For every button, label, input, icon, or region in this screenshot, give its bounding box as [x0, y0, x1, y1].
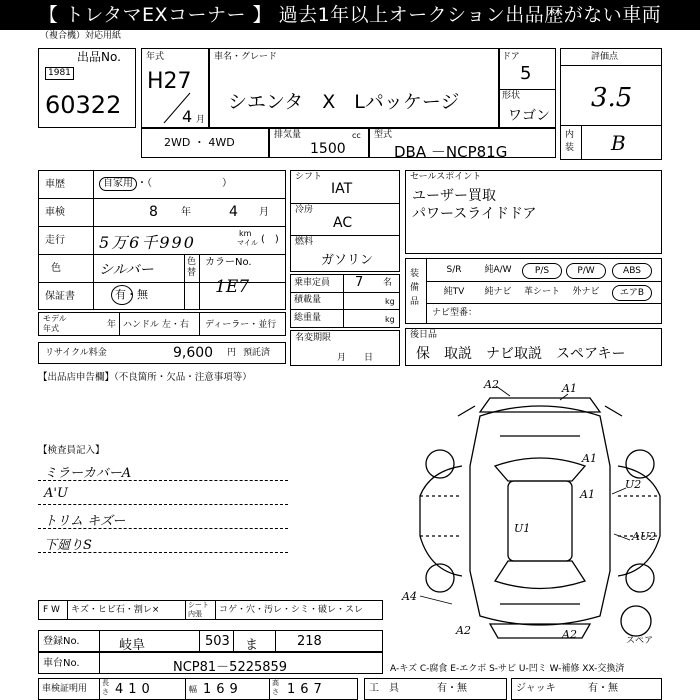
- color-code-label: カラーNo.: [205, 257, 252, 268]
- interior-value: B: [611, 131, 626, 155]
- warranty-selected-circle: [111, 285, 133, 305]
- shape-label: 形状: [502, 91, 521, 101]
- recycle-row: [38, 342, 286, 364]
- score-label: 評価点: [591, 52, 619, 62]
- capacity-label: 乗車定員: [294, 278, 331, 288]
- displacement-unit: cc: [352, 131, 361, 140]
- sales-point-2: パワースライドドア: [412, 206, 537, 222]
- drive-value: 2WD ・ 4WD: [164, 136, 235, 149]
- model-name: シエンタ X Lパッケージ: [228, 91, 460, 113]
- model-year-unit: 年: [107, 320, 117, 330]
- equipment-item: P/S: [522, 263, 562, 279]
- damage-mark: A4: [402, 590, 417, 603]
- legend-text: A-キズ C-腐食 E-エクボ S-サビ U-凹ミ W-補修 XX-交換済: [390, 664, 625, 674]
- height-label: 高さ: [272, 679, 279, 696]
- seller-notes-label: 【出品店申告欄】（不良箇所・欠品・注意事項等）: [38, 372, 252, 383]
- total-weight-label: 総重量: [294, 313, 322, 323]
- interior-label: 内装: [565, 130, 575, 153]
- capacity-value: 7: [355, 275, 364, 290]
- damage-mark: AU2: [632, 530, 657, 543]
- shift-label: シフト: [295, 172, 323, 182]
- name-change-label: 名変期限: [295, 333, 332, 343]
- inspector-note-2: A'U: [44, 486, 68, 501]
- type-code-label: 型式: [374, 130, 393, 140]
- year-value: 27: [163, 69, 192, 94]
- load-label: 積載量: [294, 295, 322, 305]
- sales-point-1: ユーザー買取: [412, 188, 496, 204]
- lot-label: 出品No.: [77, 50, 121, 64]
- cert-row: [38, 678, 358, 700]
- length-label: 長さ: [102, 679, 109, 696]
- length-value: 410: [115, 682, 155, 697]
- displacement-value: 1500: [310, 141, 346, 157]
- registration-city: 岐阜: [119, 638, 146, 653]
- mileage-unit-mile: マイル: [237, 239, 258, 247]
- mileage-label: 走行: [45, 235, 65, 246]
- aftermarket-value: 保 取説 ナビ取説 スペアキー: [416, 346, 626, 362]
- right-rear-wheel: [626, 564, 654, 592]
- model-label: 車名・グレード: [214, 52, 278, 62]
- chassis-value: NCP81－5225859: [173, 660, 288, 675]
- form-note: （複合機）対応用紙: [40, 31, 122, 41]
- year-box: [141, 48, 209, 128]
- chassis-label: 車台No.: [43, 658, 80, 669]
- ac-value: AC: [333, 215, 353, 231]
- mileage-unit-km: km: [239, 229, 252, 238]
- ac-label: 冷房: [295, 205, 314, 215]
- spare-tire-icon: [621, 606, 651, 636]
- fuel-label: 燃料: [295, 237, 314, 247]
- corner-banner: 【 トレタマEXコーナー 】 過去1年以上オークション出品歴がない車両: [0, 0, 700, 30]
- vehicle-details: [38, 170, 286, 310]
- mileage-value: 5万6千990: [99, 233, 196, 252]
- type-code-box: [369, 128, 556, 161]
- equipment-item: 革シート: [523, 287, 560, 297]
- sales-points-label: セールスポイント: [410, 172, 482, 182]
- warranty-options: 有・無: [115, 288, 148, 301]
- year-era: H: [147, 69, 164, 94]
- car-windshield: [495, 458, 585, 481]
- car-damage-diagram: [400, 376, 680, 651]
- registration-number: 218: [297, 634, 322, 649]
- color-value: シルバー: [99, 262, 154, 278]
- tools-value: 有・無: [437, 683, 467, 694]
- damage-mark: A1: [562, 382, 577, 395]
- chassis-row: [38, 652, 383, 674]
- model-year-row: [38, 312, 286, 336]
- damage-mark: A1: [580, 488, 595, 501]
- total-weight-unit: kg: [385, 315, 395, 324]
- damage-mark: A2: [484, 378, 499, 391]
- fw-items: キズ・ヒビ石・割レ×: [71, 605, 160, 615]
- drive-box: [141, 128, 269, 158]
- recycle-label: リサイクル料金: [45, 348, 107, 358]
- history-value: 自家用: [99, 177, 137, 191]
- equipment-item: P/W: [566, 263, 606, 279]
- registration-label: 登録No.: [43, 636, 80, 647]
- registration-row: [38, 630, 383, 652]
- inspector-label: 【検査員記入】: [38, 445, 105, 456]
- door-shape-box: [499, 48, 556, 128]
- displacement-label: 排気量: [274, 130, 302, 140]
- recycle-note: 預託済: [243, 348, 271, 358]
- damage-mark: U2: [625, 478, 642, 491]
- equipment-item: 純ナビ: [484, 287, 512, 297]
- shift-value: IAT: [331, 181, 353, 197]
- mileage-paren: ( ): [261, 234, 279, 245]
- displacement-box: [269, 128, 369, 158]
- jack-label: ジャッキ: [516, 683, 556, 694]
- inspection-month-unit: 月: [259, 207, 269, 218]
- model-year-label: モデル年式: [43, 314, 67, 333]
- type-code-value: DBA －NCP81G: [394, 143, 508, 161]
- equipment-item: 純A/W: [484, 265, 512, 275]
- fuel-value: ガソリン: [321, 253, 374, 268]
- spare-label: スペア: [626, 636, 654, 646]
- model-box: [209, 48, 499, 128]
- seat-items: コゲ・穴・汚レ・シミ・破レ・スレ: [219, 605, 364, 615]
- inspection-label: 車検: [45, 207, 65, 218]
- spec-box: [290, 170, 400, 272]
- fw-row: [38, 600, 383, 620]
- damage-mark: A2: [456, 624, 471, 637]
- width-value: 169: [203, 682, 243, 697]
- capacity-box: [290, 274, 400, 328]
- lot-number: 60322: [45, 91, 122, 119]
- car-roof: [508, 481, 572, 561]
- inspection-month: 4: [229, 204, 238, 220]
- month-value: 4: [182, 107, 193, 126]
- color-code-value: 1E7: [215, 277, 250, 297]
- inspector-note-3: トリム キズー: [44, 514, 126, 529]
- left-rear-wheel: [426, 564, 454, 592]
- warranty-label: 保証書: [45, 291, 75, 302]
- load-unit: kg: [385, 297, 395, 306]
- lot-box: [38, 48, 136, 128]
- equipment-item: エアB: [612, 285, 652, 301]
- sales-points-box: [405, 170, 662, 254]
- fw-label: F W: [43, 605, 60, 615]
- width-label: 幅: [189, 685, 197, 694]
- damage-mark: A2: [562, 628, 577, 641]
- equipment-box: [405, 258, 662, 324]
- month-unit: 月: [196, 115, 206, 125]
- equipment-item: ABS: [612, 263, 652, 279]
- color-label: 色: [51, 263, 61, 274]
- lot-prefix: 1981: [45, 67, 74, 80]
- registration-class: 503: [205, 634, 230, 649]
- car-rear-window: [495, 561, 585, 589]
- capacity-unit: 名: [383, 278, 393, 288]
- jack-row: [511, 678, 662, 700]
- navi-label: ナビ型番：: [432, 308, 478, 318]
- height-value: 167: [287, 682, 327, 697]
- history-rest: ・（ ）: [137, 178, 232, 189]
- car-top-outline: [470, 406, 610, 625]
- inspection-year-unit: 年: [181, 207, 191, 218]
- equipment-label: 装備品: [410, 269, 420, 307]
- year-label: 年式: [146, 52, 165, 62]
- doors-value: 5: [520, 63, 532, 84]
- equipment-item: 外ナビ: [572, 287, 600, 297]
- inspector-note-4: 下廻りS: [44, 538, 92, 553]
- registration-kana: ま: [245, 638, 259, 653]
- equipment-item: 純TV: [443, 287, 465, 297]
- shape-value: ワゴン: [508, 108, 550, 124]
- aftermarket-label: 後日品: [410, 330, 438, 340]
- inspection-year: 8: [149, 204, 158, 220]
- recycle-unit: 円: [227, 348, 237, 358]
- color-change-label: 色替: [187, 257, 197, 278]
- tools-label: 工 具: [369, 683, 399, 694]
- score-value: 3.5: [591, 83, 633, 113]
- name-change-box: [290, 330, 400, 366]
- score-box: [560, 48, 662, 160]
- tools-row: [364, 678, 507, 700]
- cert-label: 車検証明用: [42, 684, 88, 694]
- jack-value: 有・無: [588, 683, 618, 694]
- inspector-note-1: ミラーカバーA: [44, 466, 132, 481]
- dealer-option: ディーラー・並行: [205, 320, 277, 330]
- left-side-outline: [420, 466, 462, 576]
- history-label: 車歴: [45, 179, 65, 190]
- handle-option: ハンドル 左・右: [123, 320, 189, 330]
- aftermarket-box: [405, 328, 662, 366]
- front-bumper-outline: [480, 398, 600, 412]
- damage-mark: U1: [514, 522, 531, 535]
- damage-mark: A1: [582, 452, 597, 465]
- recycle-value: 9,600: [173, 345, 214, 361]
- equipment-item: S/R: [446, 265, 462, 275]
- seat-label: シート 内張: [188, 601, 209, 618]
- doors-label: ドア: [502, 52, 520, 62]
- name-change-unit: 月 日: [337, 353, 374, 363]
